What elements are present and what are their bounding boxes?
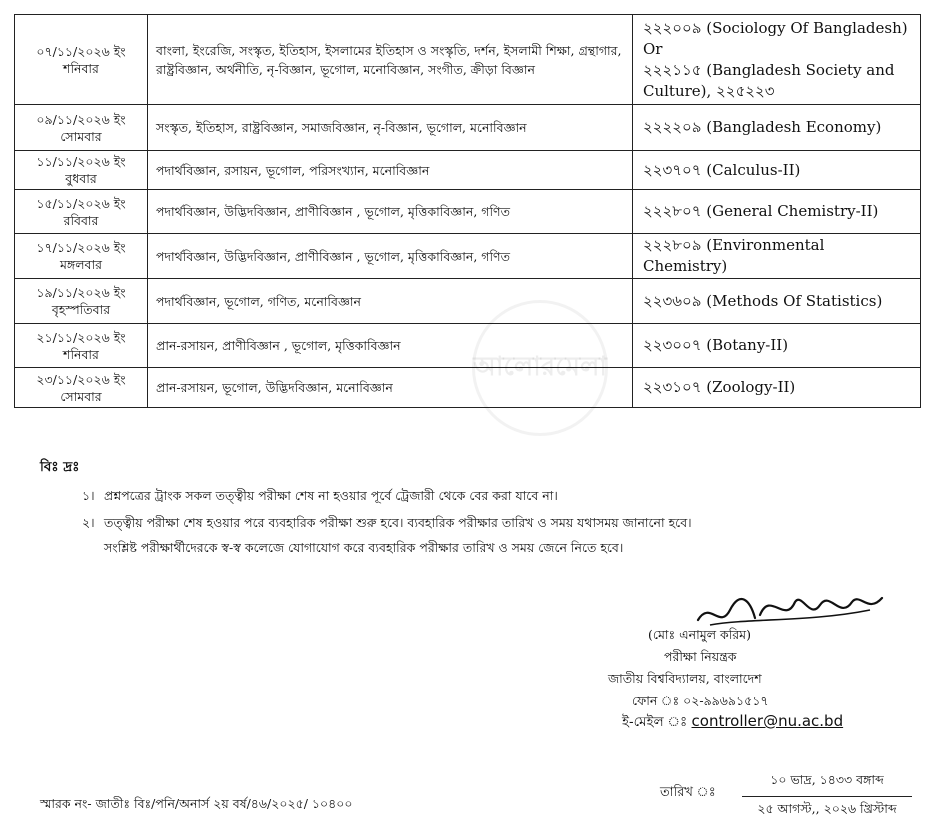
date-label: তারিখ ঃ <box>660 785 716 800</box>
note-text: প্রশ্নপত্রের ট্রাংক সকল তত্ত্বীয় পরীক্ষা শেষ না হওয়ার পূর্বে ট্রেজারী থেকে বের করা যাবে না। <box>104 488 558 503</box>
subjects-list: পদার্থবিজ্ঞান, ভূগোল, গণিত, মনোবিজ্ঞান <box>156 293 362 309</box>
paper-line: ২২২১১৫ (Bangladesh Society and <box>643 60 895 79</box>
subjects-list: প্রান-রসায়ন, ভূগোল, উদ্ভিদবিজ্ঞান, মনোবিজ্ঞান <box>156 380 393 395</box>
subjects-list: প্রান-রসায়ন, প্রাণীবিজ্ঞান , ভূগোল, মৃত্তিকাবিজ্ঞান <box>156 338 401 353</box>
notes-title: বিঃ দ্রঃ <box>40 459 80 475</box>
exam-date: ২১/১১/২০২৬ ইং <box>36 329 126 345</box>
subjects-cell <box>148 151 633 190</box>
exam-date: ১৯/১১/২০২৬ ইং <box>36 285 126 300</box>
exam-date-cell <box>15 105 148 151</box>
paper-cell <box>633 279 921 324</box>
exam-date-cell <box>15 368 148 408</box>
schedule-row <box>15 279 921 324</box>
subjects-cell <box>148 105 633 151</box>
subjects-list: সংস্কৃত, ইতিহাস, রাষ্ট্রবিজ্ঞান, সমাজবিজ্ঞান, নৃ-বিজ্ঞান, ভূগোল, মনোবিজ্ঞান <box>156 120 527 135</box>
exam-date: ১৫/১১/২০২৬ ইং <box>36 195 126 211</box>
schedule-row <box>15 105 921 151</box>
paper-cell <box>633 190 921 234</box>
email-label: ই-মেইল ঃ <box>622 714 688 730</box>
paper-line: ২২২২০৯ (Bangladesh Economy) <box>643 118 882 136</box>
note-item-2 <box>82 514 692 532</box>
subjects-list: পদার্থবিজ্ঞান, রসায়ন, ভূগোল, পরিসংখ্যান, মনোবিজ্ঞান <box>156 162 430 178</box>
schedule-row <box>15 368 921 408</box>
english-date: ২৫ আগস্ট,, ২০২৬ খ্রিস্টাব্দ <box>757 801 897 816</box>
exam-weekday: শনিবার <box>63 346 99 362</box>
signatory-email-line <box>622 712 843 731</box>
exam-weekday: সোমবার <box>60 388 102 404</box>
exam-date-cell <box>15 151 148 190</box>
paper-line: ২২২৮০৭ (General Chemistry-II) <box>643 202 879 220</box>
paper-line: ২২২৮০৯ (Environmental Chemistry) <box>643 236 825 275</box>
exam-date: ১৭/১১/২০২৬ ইং <box>36 240 126 255</box>
note-text: তত্ত্বীয় পরীক্ষা শেষ হওয়ার পরে ব্যবহারিক পরীক্ষা শুরু হবে। ব্যবহারিক পরীক্ষার তারিখ ও সময় যথাসময় জানানো হবে। <box>104 515 692 530</box>
date-divider <box>742 796 912 797</box>
signatory-designation: পরীক্ষা নিয়ন্ত্রক <box>664 649 737 664</box>
exam-date-cell <box>15 190 148 234</box>
paper-cell <box>633 151 921 190</box>
schedule-row <box>15 324 921 368</box>
paper-line: Culture), ২২৫২২৩ <box>643 81 775 100</box>
subjects-list: বাংলা, ইংরেজি, সংস্কৃত, ইতিহাস, ইসলামের ইতিহাস ও সংস্কৃতি, দর্শন, ইসলামী শিক্ষা, গ্রন্থাগার, রাষ্ট্রবিজ্ঞান, অর্থনীতি, নৃ-বিজ্ঞান, ভূগোল, মনোবিজ্ঞান, সংগীত, ক্রীড়া বিজ্ঞান <box>156 42 622 77</box>
paper-cell <box>633 324 921 368</box>
watermark-logo <box>472 300 608 436</box>
schedule-row <box>15 151 921 190</box>
exam-date-cell <box>15 279 148 324</box>
exam-weekday: মঙ্গলবার <box>59 257 102 272</box>
paper-line: ২২৩০০৭ (Botany-II) <box>643 336 789 354</box>
exam-date-cell <box>15 234 148 279</box>
exam-weekday: রবিবার <box>63 212 99 228</box>
paper-line: ২২২০০৯ (Sociology Of Bangladesh) <box>643 18 908 37</box>
exam-weekday: বুধবার <box>65 171 97 186</box>
note-item-1 <box>82 487 558 505</box>
subjects-cell <box>148 190 633 234</box>
exam-date: ২৩/১১/২০২৬ ইং <box>36 371 126 387</box>
exam-weekday: বৃহস্পতিবার <box>51 302 111 317</box>
note-number: ২। <box>82 515 95 530</box>
paper-line: ২২৩৭০৭ (Calculus-II) <box>643 160 801 179</box>
schedule-row <box>15 190 921 234</box>
watermark-text: আলোরমেলা <box>473 352 607 382</box>
exam-weekday: সোমবার <box>60 128 102 144</box>
bangla-date: ১০ ভাদ্র, ১৪৩৩ বঙ্গাব্দ <box>770 772 884 787</box>
paper-cell <box>633 368 921 408</box>
date-block <box>742 772 912 821</box>
reference-number: স্মারক নং- জাতীঃ বিঃ/পনি/অনার্স ২য় বর্ষ/৪৬/২০২৫/ ১০৪০০ <box>40 796 353 811</box>
signatory-phone: ফোন ঃ ০২-৯৯৬৯১৫১৭ <box>632 693 769 708</box>
exam-date-cell <box>15 324 148 368</box>
paper-line: Or <box>643 39 663 58</box>
note-continuation: সংশ্লিষ্ট পরীক্ষার্থীদেরকে স্ব-স্ব কলেজে যোগাযোগ করে ব্যবহারিক পরীক্ষার তারিখ ও সময় জেনে নিতে হবে। <box>104 540 624 555</box>
paper-cell <box>633 15 921 105</box>
subjects-list: পদার্থবিজ্ঞান, উদ্ভিদবিজ্ঞান, প্রাণীবিজ্ঞান , ভূগোল, মৃত্তিকাবিজ্ঞান, গণিত <box>156 204 510 219</box>
paper-line: ২২৩৬০৯ (Methods Of Statistics) <box>643 291 883 310</box>
paper-line: ২২৩১০৭ (Zoology-II) <box>643 378 796 396</box>
exam-date: ১১/১১/২০২৬ ইং <box>36 154 126 169</box>
schedule-row <box>15 15 921 105</box>
signatory-office: জাতীয় বিশ্ববিদ্যালয়, বাংলাদেশ <box>608 671 762 686</box>
subjects-cell <box>148 15 633 105</box>
note-number: ১। <box>82 488 95 503</box>
exam-date: ০৯/১১/২০২৬ ইং <box>36 111 126 127</box>
paper-cell <box>633 105 921 151</box>
paper-cell <box>633 234 921 279</box>
exam-schedule-table <box>14 14 921 408</box>
exam-weekday: শনিবার <box>63 60 99 76</box>
subjects-list: পদার্থবিজ্ঞান, উদ্ভিদবিজ্ঞান, প্রাণীবিজ্ঞান , ভূগোল, মৃত্তিকাবিজ্ঞান, গণিত <box>156 248 510 264</box>
exam-date-cell <box>15 15 148 105</box>
exam-date: ০৭/১১/২০২৬ ইং <box>36 43 126 59</box>
email-link[interactable]: controller@nu.ac.bd <box>691 712 844 730</box>
schedule-row <box>15 234 921 279</box>
signatory-name: (মোঃ এনামুল করিম) <box>648 627 751 642</box>
subjects-cell <box>148 234 633 279</box>
